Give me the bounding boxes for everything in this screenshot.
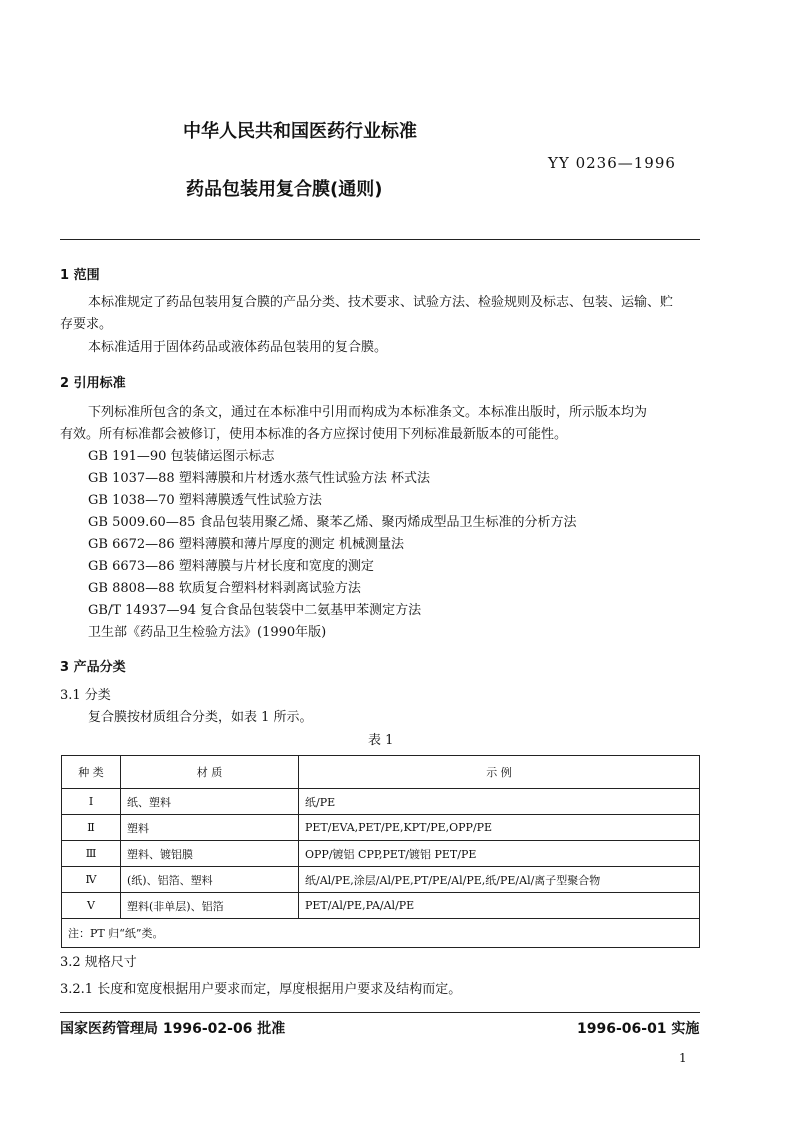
table-header-cell: 种 类 (62, 756, 121, 789)
implementation-date: 1996-06-01 实施 (577, 1021, 700, 1037)
issuing-organization: 中华人民共和国医药行业标准 (183, 121, 417, 142)
table-cell-material: 纸、塑料 (121, 789, 299, 815)
reference-item: GB 8808—88 软质复合塑料材料剥离试验方法 (88, 581, 361, 596)
section-1-heading: 1 范围 (60, 268, 100, 283)
classification-table (61, 755, 700, 948)
table-row (62, 867, 700, 893)
table-note-row (62, 919, 700, 948)
table-cell-type: Ⅰ (62, 789, 121, 815)
subsection-3-2-1-text: 3.2.1 长度和宽度根据用户要求而定，厚度根据用户要求及结构而定。 (60, 982, 462, 997)
reference-item: GB 6672—86 塑料薄膜和薄片厚度的测定 机械测量法 (88, 537, 404, 552)
table-cell-example: 纸/Al/PE,涂层/Al/PE,PT/PE/Al/PE,纸/PE/Al/离子型聚合物 (299, 867, 700, 893)
table-cell-type: Ⅱ (62, 815, 121, 841)
reference-item: GB 6673—86 塑料薄膜与片材长度和宽度的测定 (88, 559, 374, 574)
table-cell-type: Ⅴ (62, 893, 121, 919)
reference-item: GB 1037—88 塑料薄膜和片材透水蒸气性试验方法 杯式法 (88, 471, 430, 486)
table-note: 注：PT 归“纸”类。 (62, 919, 700, 948)
table-row (62, 789, 700, 815)
section-1-paragraph-line: 本标准规定了药品包装用复合膜的产品分类、技术要求、试验方法、检验规则及标志、包装、运输、贮 (88, 295, 674, 310)
table-cell-type: Ⅳ (62, 867, 121, 893)
reference-item: GB 191—90 包装储运图示标志 (88, 449, 275, 464)
table-header-cell: 材 质 (121, 756, 299, 789)
table-row (62, 893, 700, 919)
table-cell-example: 纸/PE (299, 789, 700, 815)
table-cell-material: 塑料、镀铝膜 (121, 841, 299, 867)
subsection-3-1-text: 复合膜按材质组合分类，如表 1 所示。 (88, 710, 313, 725)
table-cell-example: PET/Al/PE,PA/Al/PE (299, 893, 700, 919)
table-row (62, 815, 700, 841)
table-cell-example: OPP/镀铝 CPP,PET/镀铝 PET/PE (299, 841, 700, 867)
table-cell-material: (纸)、铝箔、塑料 (121, 867, 299, 893)
subsection-3-1-heading: 3.1 分类 (60, 688, 111, 703)
document-title: 药品包装用复合膜(通则) (186, 179, 383, 200)
table-cell-example: PET/EVA,PET/PE,KPT/PE,OPP/PE (299, 815, 700, 841)
table-cell-material: 塑料 (121, 815, 299, 841)
approval-note: 国家医药管理局 1996-02-06 批准 (60, 1021, 286, 1037)
table-cell-type: Ⅲ (62, 841, 121, 867)
section-2-heading: 2 引用标准 (60, 376, 126, 391)
section-2-intro-line: 下列标准所包含的条文，通过在本标准中引用而构成为本标准条文。本标准出版时，所示版本均为 (88, 405, 648, 420)
standard-number: YY 0236—1996 (548, 154, 676, 172)
header-divider (60, 239, 700, 240)
table-cell-material: 塑料(非单层)、铝箔 (121, 893, 299, 919)
section-1-paragraph: 本标准适用于固体药品或液体药品包装用的复合膜。 (88, 340, 388, 355)
table-row (62, 841, 700, 867)
reference-item: GB 1038—70 塑料薄膜透气性试验方法 (88, 493, 322, 508)
reference-item: GB/T 14937—94 复合食品包装袋中二氨基甲苯测定方法 (88, 603, 422, 618)
page-number: 1 (679, 1051, 687, 1065)
reference-item: GB 5009.60—85 食品包装用聚乙烯、聚苯乙烯、聚丙烯成型品卫生标准的分析方法 (88, 515, 577, 530)
table-header-row (62, 756, 700, 789)
table-header-cell: 示 例 (299, 756, 700, 789)
table-caption: 表 1 (368, 733, 394, 748)
section-1-paragraph-line: 存要求。 (60, 317, 113, 332)
section-2-intro-line: 有效。所有标准都会被修订，使用本标准的各方应探讨使用下列标准最新版本的可能性。 (60, 427, 568, 442)
subsection-3-2-heading: 3.2 规格尺寸 (60, 955, 137, 970)
section-3-heading: 3 产品分类 (60, 660, 126, 675)
reference-item: 卫生部《药品卫生检验方法》(1990年版) (88, 625, 327, 640)
footer-divider (60, 1012, 700, 1013)
